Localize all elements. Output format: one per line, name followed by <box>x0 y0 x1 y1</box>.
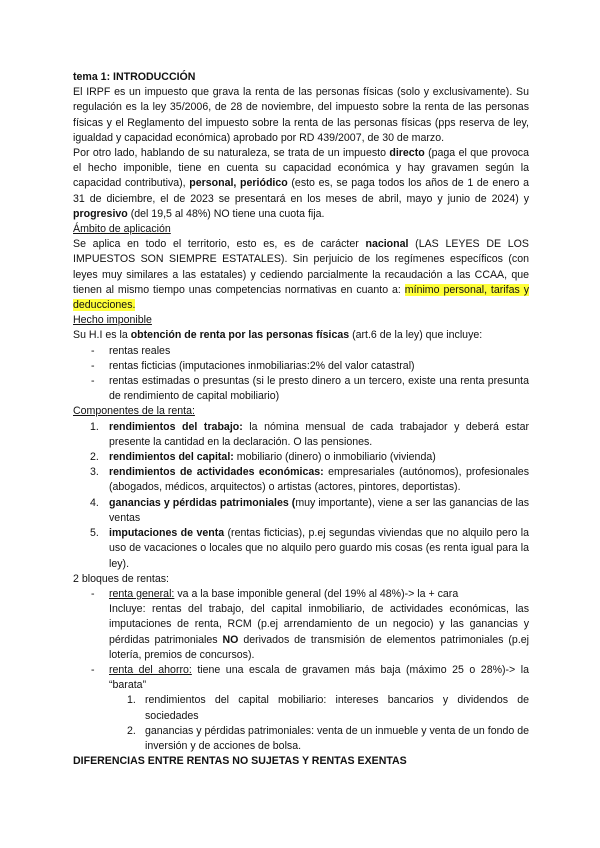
list-item: 3. rendimientos de actividades económicas: empresariales (autónomos), profesionales (abogados, médicos, arquitectos) o artistas (actores, pintores, deportistas). <box>90 466 529 494</box>
highlighted-text: mínimo personal, tarifas y deducciones. <box>73 283 529 312</box>
term-obtencion-renta: obtención de renta por las personas físicas <box>130 329 350 342</box>
list-item: 1. rendimientos del capital mobiliario: intereses bancarios y dividendos de sociedades <box>127 694 529 722</box>
list-item: - rentas reales <box>73 344 529 359</box>
term-progresivo: progresivo <box>73 207 128 220</box>
list-item-renta-general: - renta general: va a la base imponible general (del 19% al 48%)-> la + cara <box>73 587 529 602</box>
list-item: 1. rendimientos del trabajo: la nómina mensual de cada trabajador y deberá estar presente la cantidad en la declaración. O las pensiones. <box>90 420 529 448</box>
renta-general-detail: Incluye: rentas del trabajo, del capital inmobiliario, de actividades económicas, las imputaciones de renta, RCM (p.ej arrendamiento de un negocio) y las ganancias y pérdidas patrimoniales NO derivados de transmisión de elementos patrimoniales (p.ej lotería, premios de concursos). <box>109 603 530 661</box>
section-heading-ambito: Ámbito de aplicación <box>73 223 171 236</box>
section-heading-bloques: 2 bloques de rentas: <box>73 572 170 585</box>
ambito-paragraph: Se aplica en todo el territorio, esto es, es de carácter nacional (LAS LEYES DE LOS IMPUESTOS SON SIEMPRE ESTATALES). Sin perjuicio de los regímenes específicos (con leyes muy similares a las estatales) y cediendo parcialmente la recaudación a las CCAA, que tienen al mismo tiempo unas competencias normativas en cuanto a: mínimo personal, tarifas y deducciones. <box>73 238 529 312</box>
list-item: 2. rendimientos del capital: mobiliario (dinero) o inmobiliario (vivienda) <box>90 451 436 464</box>
hecho-paragraph: Su H.I es la obtención de renta por las personas físicas (art.6 de la ley) que incluye: <box>73 329 483 342</box>
term-personal-periodico: personal, periódico <box>189 177 288 190</box>
list-item: 5. imputaciones de venta (rentas ficticias), p.ej segundas viviendas que no alquilo pero la uso de vacaciones o locales que no alquilo pero guardo mis cosas (es renta igual para la ley). <box>90 527 529 570</box>
document-title: tema 1: INTRODUCCIÓN <box>73 71 196 83</box>
term-directo: directo <box>389 147 425 160</box>
intro-paragraph-2: Por otro lado, hablando de su naturaleza, se trata de un impuesto directo (paga el que provoca el hecho imponible, tiene en cuenta su capacidad económica y hay gravamen según la capacidad contributiva), personal, periódico (esto es, se paga todos los años de 1 de enero a 31 de diciembre, el de 2023 se presentará en los meses de abril, mayo y junio de 2024) y progresivo (del 19,5 al 48%) NO tiene una cuota fija. <box>73 147 530 220</box>
list-item: 2. ganancias y pérdidas patrimoniales: venta de un inmueble y venta de un fondo de inversión y de acciones de bolsa. <box>127 724 529 752</box>
section-heading-diferencias: DIFERENCIAS ENTRE RENTAS NO SUJETAS Y RENTAS EXENTAS <box>73 755 407 768</box>
term-nacional: nacional <box>365 238 409 251</box>
section-heading-hecho-imponible: Hecho imponible <box>73 314 152 327</box>
document-page <box>73 70 529 769</box>
list-item: 4. ganancias y pérdidas patrimoniales (muy importante), viene a ser las ganancias de las ventas <box>90 496 530 524</box>
list-item: - rentas ficticias (imputaciones inmobiliarias:2% del valor catastral) <box>73 359 529 374</box>
list-item: - rentas estimadas o presuntas (si le presto dinero a un tercero, existe una renta presunta de rendimiento de capital mobiliario) <box>73 374 529 404</box>
intro-paragraph-1: El IRPF es un impuesto que grava la renta de las personas físicas (solo y exclusivamente). Su regulación es la ley 35/2006, de 28 de noviembre, del impuesto sobre la renta de las personas físicas y el Reglamento del impuesto sobre la renta de las personas físicas (pps reserva de ley, igualdad y capacidad económica) aprobado por RD 439/2007, de 30 de marzo. <box>73 86 529 144</box>
section-heading-componentes: Componentes de la renta: <box>73 405 195 418</box>
list-item-renta-ahorro: - renta del ahorro: tiene una escala de gravamen más baja (máximo 25 o 28%)-> la “barata” <box>73 663 529 693</box>
